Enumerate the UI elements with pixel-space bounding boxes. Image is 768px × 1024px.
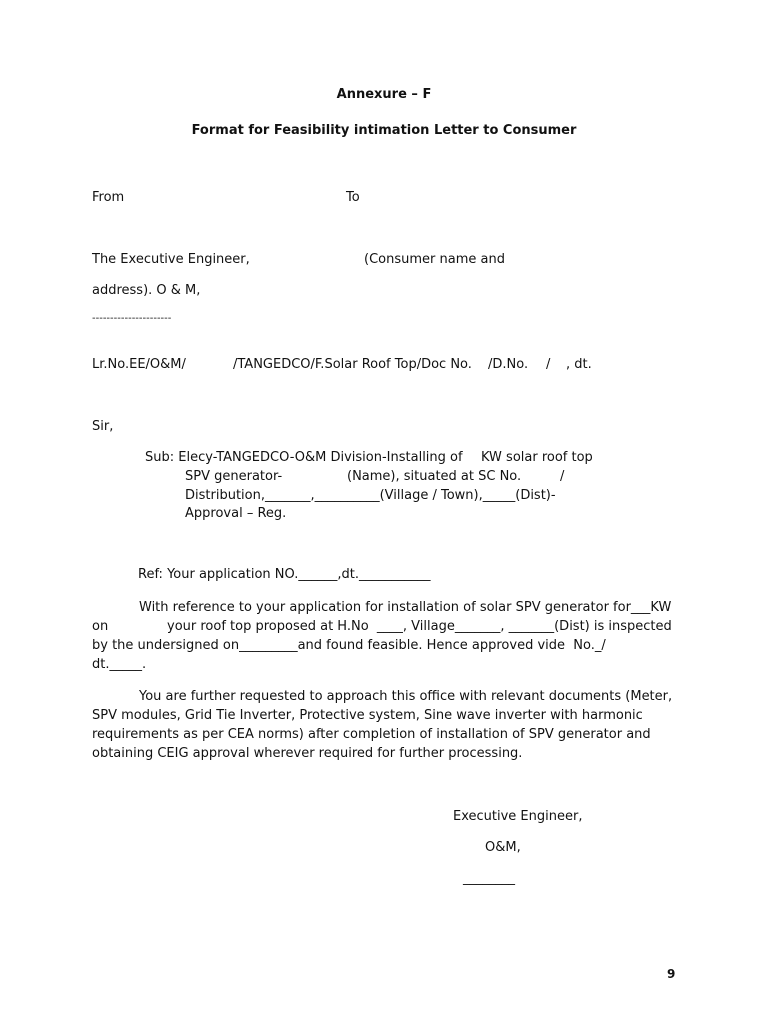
subject-line-3: Distribution,_______,__________(Village / Town),_____(Dist)- — [185, 488, 556, 503]
subject-line-2c: / — [560, 469, 565, 484]
subject-line-4: Approval – Reg. — [185, 506, 287, 521]
paragraph-1-line-2b: your roof top proposed at H.No ____, Village_______, _______(Dist) is inspected — [167, 619, 672, 634]
address-line: address). O & M, — [92, 283, 201, 298]
paragraph-1-line-3: by the undersigned on_________and found feasible. Hence approved vide No._/ — [92, 638, 606, 653]
subject-line-1a: Sub: Elecy-TANGEDCO-O&M Division-Installing of — [145, 450, 463, 465]
sender-line: The Executive Engineer, — [92, 252, 250, 267]
lr-no: Lr.No.EE/O&M/ — [92, 357, 186, 372]
consumer-line: (Consumer name and — [364, 252, 505, 267]
paragraph-2-line-4: obtaining CEIG approval wherever required for further processing. — [92, 746, 523, 761]
lr-slash: / — [546, 357, 551, 372]
salutation: Sir, — [92, 419, 114, 434]
paragraph-1-line-2a: on — [92, 619, 109, 634]
to-label: To — [346, 190, 360, 205]
signature-office: O&M, — [485, 840, 521, 855]
paragraph-1-line-1: With reference to your application for installation of solar SPV generator for___KW — [139, 600, 672, 615]
dash-line: ---------------------- — [92, 313, 172, 324]
lr-dno: /D.No. — [488, 357, 529, 372]
reference-line: Ref: Your application NO.______,dt.___________ — [138, 567, 431, 582]
signature-line: ________ — [463, 871, 515, 886]
paragraph-2-line-2: SPV modules, Grid Tie Inverter, Protective system, Sine wave inverter with harmonic — [92, 708, 643, 723]
paragraph-1-line-4: dt._____. — [92, 657, 147, 672]
paragraph-2-line-3: requirements as per CEA norms) after completion of installation of SPV generator and — [92, 727, 651, 742]
lr-dt: , dt. — [566, 357, 592, 372]
from-label: From — [92, 190, 125, 205]
annexure-title: Annexure – F — [336, 87, 432, 102]
lr-ref: /TANGEDCO/F.Solar Roof Top/Doc No. — [233, 357, 472, 372]
format-title: Format for Feasibility intimation Letter to Consumer — [191, 123, 577, 138]
subject-line-1b: KW solar roof top — [481, 450, 593, 465]
paragraph-2-line-1: You are further requested to approach this office with relevant documents (Meter, — [139, 689, 673, 704]
subject-line-2a: SPV generator- — [185, 469, 283, 484]
page-number: 9 — [667, 967, 676, 981]
subject-line-2b: (Name), situated at SC No. — [347, 469, 522, 484]
signature-title: Executive Engineer, — [453, 809, 583, 824]
